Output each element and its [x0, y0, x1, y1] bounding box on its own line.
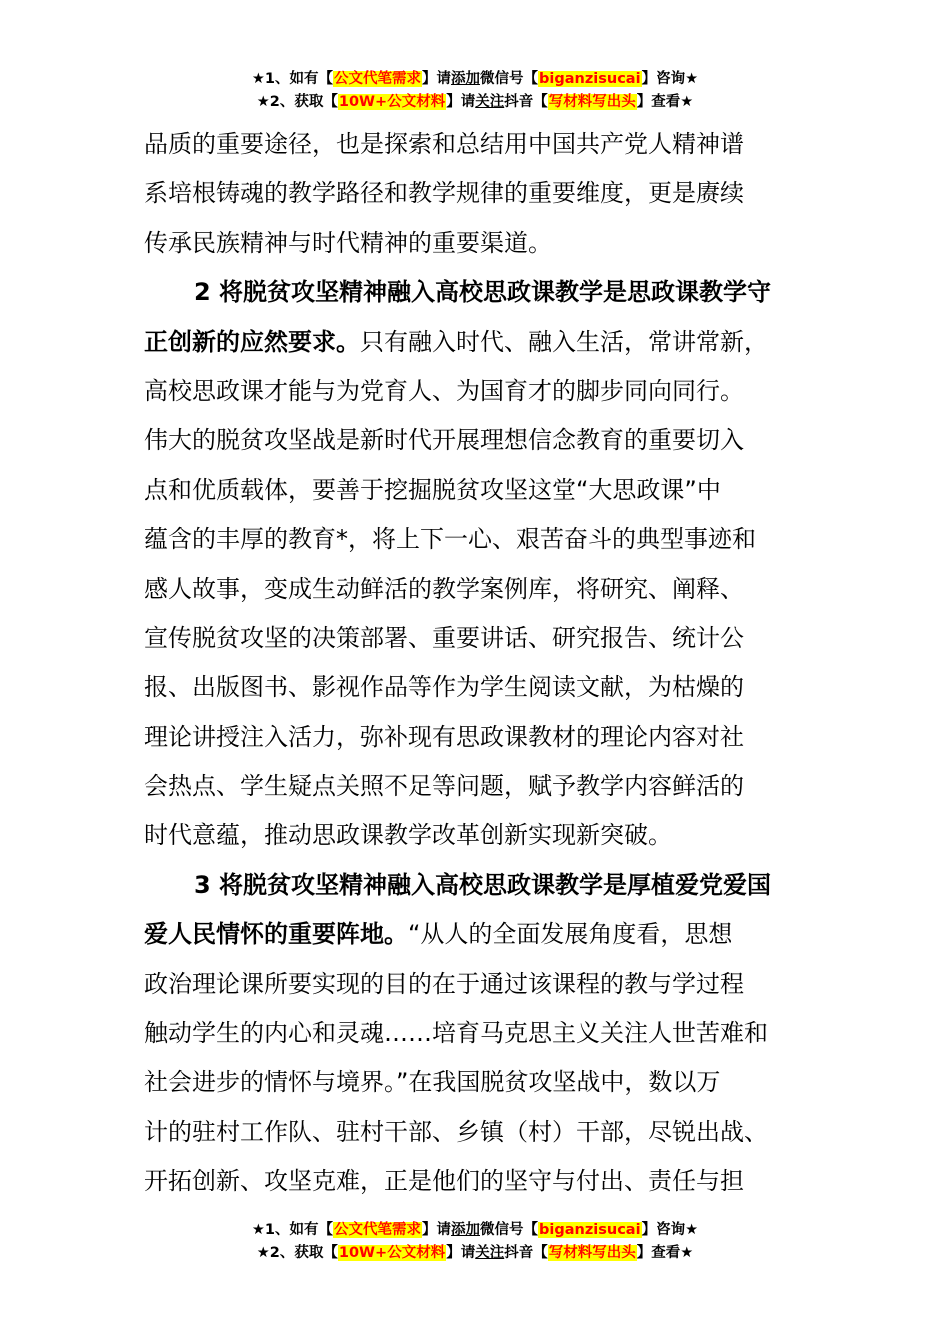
banner-highlight: 公文代笔需求: [334, 71, 422, 87]
text-line: 开拓创新、攻坚克难，正是他们的坚守与付出、责任与担: [144, 1167, 744, 1196]
banner-line-1: [0, 1219, 950, 1242]
text-line: 政治理论课所要实现的目的在于通过该课程的教与学过程: [144, 969, 744, 998]
section-heading: 3 将脱贫攻坚精神融入高校思政课教学是厚植爱党爱国: [194, 870, 772, 899]
banner-text: 】咨询★: [641, 71, 699, 87]
banner-text: 微信号【: [480, 1222, 539, 1238]
banner-text: 】请: [446, 1245, 476, 1261]
text-line: 报、出版图书、影视作品等作为学生阅读文献，为枯燥的: [144, 673, 744, 702]
section-heading: 正创新的应然要求。: [144, 327, 360, 356]
text-line: 点和优质载体，要善于挖掘脱贫攻坚这堂“大思政课”中: [144, 475, 721, 504]
paragraph-3: [144, 861, 812, 1207]
text-line: 品质的重要途径，也是探索和总结用中国共产党人精神谱: [144, 130, 744, 158]
section-heading: 2 将脱贫攻坚精神融入高校思政课教学是思政课教学守: [194, 278, 772, 307]
banner-highlight: 写材料写出头: [548, 94, 636, 110]
banner-text: 】请: [422, 71, 452, 87]
banner-text: 微信号【: [480, 71, 539, 87]
banner-text: 】咨询★: [641, 1222, 699, 1238]
banner-text: ★1、如有【: [251, 1222, 334, 1238]
banner-underline: 添加: [451, 71, 481, 87]
banner-text: ★2、获取【: [256, 94, 338, 110]
footer-banner: [0, 1219, 950, 1265]
banner-underline: 关注: [475, 94, 505, 110]
text-line: 计的驻村工作队、驻村干部、乡镇（村）干部，尽锐出战、: [144, 1117, 768, 1146]
text-line: [144, 318, 812, 367]
text-line: 感人故事，变成生动鲜活的教学案例库，将研究、阐释、: [144, 574, 744, 603]
text-line: 系培根铸魂的教学路径和教学规律的重要维度，更是赓续: [144, 179, 744, 208]
text-line: 触动学生的内心和灵魂……培育马克思主义关注人世苦难和: [144, 1019, 768, 1048]
banner-highlight: biganzisucai: [539, 71, 641, 87]
paragraph-2: [144, 268, 812, 861]
text-line: 蕴含的丰厚的教育*，将上下一心、艰苦奋斗的典型事迹和: [144, 525, 756, 554]
section-heading: 爱人民情怀的重要阵地。: [144, 920, 408, 949]
banner-underline: 关注: [475, 1245, 505, 1261]
banner-text: 抖音【: [504, 94, 548, 110]
text-line: 时代意蕴，推动思政课教学改革创新实现新突破。: [144, 821, 672, 850]
banner-text: 】请: [446, 94, 476, 110]
text-segment: 只有融入时代、融入生活，常讲常新，: [360, 327, 768, 356]
text-line: 宣传脱贫攻坚的决策部署、重要讲话、研究报告、统计公: [144, 623, 744, 652]
text-segment: “从人的全面发展角度看，思想: [408, 920, 733, 949]
text-line: 高校思政课才能与为党育人、为国育才的脚步同向同行。: [144, 376, 744, 405]
text-line: 伟大的脱贫攻坚战是新时代开展理想信念教育的重要切入: [144, 426, 744, 455]
banner-highlight: biganzisucai: [539, 1222, 641, 1238]
banner-text: 】查看★: [636, 94, 694, 110]
text-line: [144, 910, 812, 959]
text-line: 社会进步的情怀与境界。”在我国脱贫攻坚战中，数以万: [144, 1068, 721, 1097]
banner-text: ★1、如有【: [251, 71, 334, 87]
paragraph-1: [144, 120, 812, 268]
header-banner: [0, 68, 950, 114]
banner-text: ★2、获取【: [256, 1245, 338, 1261]
banner-underline: 添加: [451, 1222, 481, 1238]
document-body: [144, 120, 812, 1207]
banner-line-1: [0, 68, 950, 91]
text-line: 理论讲授注入活力，弥补现有思政课教材的理论内容对社: [144, 722, 744, 751]
text-line: 会热点、学生疑点关照不足等问题，赋予教学内容鲜活的: [144, 772, 744, 801]
banner-highlight: 10W+公文材料: [338, 94, 446, 110]
banner-text: 】请: [422, 1222, 452, 1238]
banner-highlight: 10W+公文材料: [338, 1245, 446, 1261]
banner-line-2: [0, 91, 950, 114]
banner-text: 】查看★: [636, 1245, 694, 1261]
banner-line-2: [0, 1242, 950, 1265]
banner-text: 抖音【: [504, 1245, 548, 1261]
text-line: 传承民族精神与时代精神的重要渠道。: [144, 228, 552, 257]
banner-highlight: 公文代笔需求: [334, 1222, 422, 1238]
banner-highlight: 写材料写出头: [548, 1245, 636, 1261]
